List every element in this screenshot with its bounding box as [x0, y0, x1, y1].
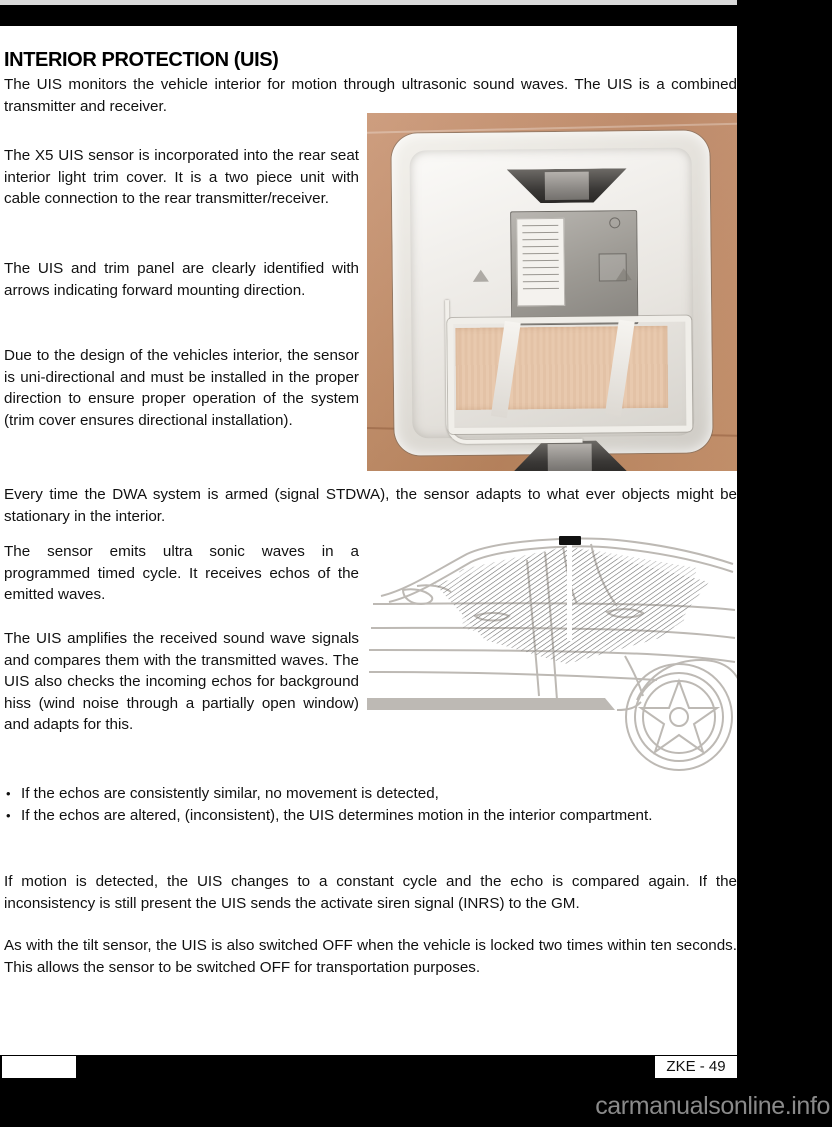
paragraph-amplify: The UIS amplifies the received sound wave signals and compares them with the transmitted waves. The UIS also checks the incoming echos for background hiss (wind noise through a partially open window) and adapts for this. — [4, 630, 359, 733]
x5-ultrasonic-detection-field-diagram — [367, 524, 737, 774]
site-watermark: carmanualsonline.info — [595, 1092, 830, 1120]
paragraph-direction: Due to the design of the vehicles interior, the sensor is uni-directional and must be installed in the proper direction to ensure proper operation of the system (trim cover ensures directional installation). — [4, 347, 359, 429]
paragraph-arming: Every time the DWA system is armed (signal STDWA), the sensor adapts to what ever objects might be stationary in the interior. — [4, 486, 737, 525]
module-screw-boss — [609, 217, 620, 228]
echo-behaviour-list — [4, 783, 737, 826]
sensor-axis-line — [567, 545, 572, 641]
forward-direction-arrow-icon — [616, 268, 632, 280]
paragraph-identification: The UIS and trim panel are clearly identified with arrows indicating forward mounting direction. — [4, 260, 359, 299]
paragraph-motion-detected: If motion is detected, the UIS changes to a constant cycle and the echo is compared again. If the inconsistency is still present the UIS sends the activate siren signal (INRS) to the GM. — [4, 873, 737, 912]
rear-wheel — [626, 664, 732, 770]
viewer-top-black-strip — [0, 5, 737, 26]
paragraph-tilt-sensor: As with the tilt sensor, the UIS is also switched OFF when the vehicle is locked two times within ten seconds. This allows the sensor to be switched OFF for transportation purposes. — [4, 937, 737, 976]
diffuser-panel — [455, 326, 668, 410]
module-label — [516, 218, 565, 306]
lamp-lens — [548, 444, 591, 471]
document-page — [0, 26, 737, 1055]
lamp-lens — [545, 172, 588, 200]
paragraph-emission: The sensor emits ultra sonic waves in a programmed timed cycle. It receives echos of the emitted waves. — [4, 543, 359, 603]
list-item: • If the echos are altered, (inconsistent), the UIS determines motion in the interior compartment. — [4, 805, 737, 827]
paragraph-sensor-location: The X5 UIS sensor is incorporated into the rear seat interior light trim cover. It is a two piece unit with cable connection to the rear transmitter/receiver. — [4, 147, 359, 207]
page-footer-bar — [0, 1055, 737, 1079]
uis-sensor-icon — [559, 536, 581, 545]
forward-direction-arrow-icon — [473, 270, 489, 282]
paragraph-intro: The UIS monitors the vehicle interior for motion through ultrasonic sound waves. The UIS is a combined transmitter and receiver. — [4, 76, 737, 115]
footer-left-blank-box — [2, 1056, 76, 1078]
list-item: • If the echos are consistently similar, no movement is detected, — [4, 783, 737, 805]
trim-cover-inner-recess — [409, 148, 694, 439]
uis-sensor-trim-cover-photo — [367, 113, 737, 471]
trim-cover-outer-shell — [391, 130, 712, 455]
x5-side-view-svg — [367, 524, 737, 774]
page-title: INTERIOR PROTECTION (UIS) — [4, 49, 279, 72]
footer-page-reference: ZKE - 49 — [655, 1056, 737, 1078]
lamp-reflector-front — [507, 168, 627, 203]
